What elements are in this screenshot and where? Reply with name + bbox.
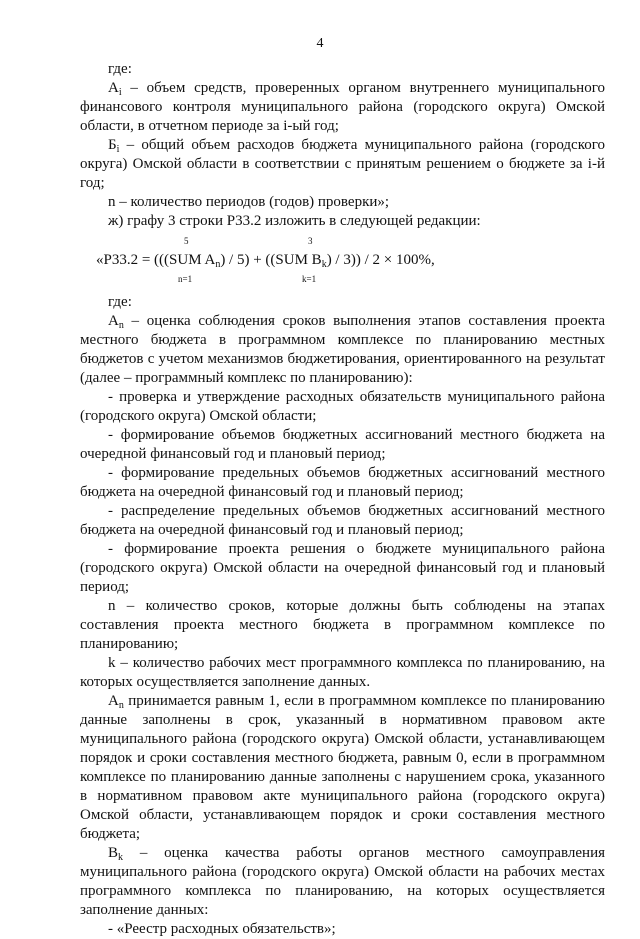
text-paragraph <box>80 388 605 426</box>
text-paragraph <box>80 79 605 136</box>
formula-subscript: n <box>215 259 221 270</box>
paragraph-text: где: <box>108 61 132 77</box>
formula-subscript: k <box>321 259 327 270</box>
sum-upper-limit: 5 <box>184 236 189 246</box>
paragraph-text: – оценка качества работы органов местного самоуправления муниципального района (городского округа) Омской области на рабочих местах программного комплекса по планированию, на которых осуществляется заполнение данных: <box>80 845 605 918</box>
variable-symbol: A <box>108 693 119 709</box>
paragraph-text: – оценка соблюдения сроков выполнения этапов составления проекта местного бюджета в программном комплексе по планированию местных бюджетов с учетом механизмов бюджетирования, ориентированного на результат (далее – программный комплекс по планированию): <box>80 313 605 386</box>
text-paragraph <box>80 920 605 939</box>
text-paragraph <box>80 293 605 312</box>
paragraph-text: n – количество периодов (годов) проверки»; <box>108 194 390 210</box>
formula-tail: ) / 3)) / 2 × 100%, <box>326 252 435 268</box>
paragraph-text: n – количество сроков, которые должны быть соблюдены на этапах составления проекта местного бюджета в программном комплексе по планированию; <box>80 598 605 652</box>
paragraph-text: принимается равным 1, если в программном комплексе по планированию данные заполнены в срок, указанный в нормативном правовом акте муниципального района (городского округа) Омской области, устанавливающем порядок и сроки составления местного бюджета, равным 0, если в программном комплексе по планированию данные заполнены с нарушением срока, указанного в нормативном правовом акте муниципального района (городского округа) Омской области, устанавливающем порядок и сроки составления местного бюджета; <box>80 693 605 842</box>
paragraph-text: - формирование предельных объемов бюджетных ассигнований местного бюджета на очередной финансовый год и плановый период; <box>80 465 605 500</box>
variable-subscript: n <box>118 700 124 711</box>
text-paragraph <box>80 212 605 231</box>
text-paragraph <box>80 193 605 212</box>
paragraph-text: – объем средств, проверенных органом внутреннего муниципального финансового контроля муниципального района (городского округа) Омской области, в отчетном периоде за i-ый год; <box>80 80 605 134</box>
paragraph-text: - распределение предельных объемов бюджетных ассигнований местного бюджета на очередной финансовый год и плановый период; <box>80 503 605 538</box>
formula-middle: ) / 5) + ((SUM B <box>220 252 322 268</box>
formula-lead: «Р33.2 = (((SUM A <box>96 252 216 268</box>
text-paragraph <box>80 502 605 540</box>
paragraph-text: – общий объем расходов бюджета муниципального района (городского округа) Омской области в соответствии с принятым решением о бюджете за i-й год; <box>80 137 605 191</box>
paragraph-text: - формирование проекта решения о бюджете муниципального района (городского округа) Омской области на очередной финансовый год и плановый период; <box>80 541 605 595</box>
formula-expression <box>96 251 435 270</box>
paragraph-text: k – количество рабочих мест программного комплекса по планированию, на которых осуществляется заполнение данных. <box>80 655 605 690</box>
explanations-block <box>80 293 605 939</box>
text-paragraph <box>80 597 605 654</box>
variable-subscript: i <box>118 87 122 98</box>
text-paragraph <box>80 692 605 844</box>
text-paragraph <box>80 60 605 79</box>
variable-subscript: n <box>118 320 124 331</box>
paragraph-text: где: <box>108 294 132 310</box>
paragraph-text: - проверка и утверждение расходных обязательств муниципального района (городского округа) Омской области; <box>80 389 605 424</box>
variable-subscript: i <box>116 144 120 155</box>
variable-symbol: A <box>108 313 119 329</box>
text-paragraph <box>80 464 605 502</box>
text-paragraph <box>80 312 605 388</box>
paragraph-text: ж) графу 3 строки Р33.2 изложить в следующей редакции: <box>108 213 481 229</box>
text-paragraph <box>80 136 605 193</box>
text-paragraph <box>80 540 605 597</box>
variable-subscript: k <box>118 852 124 863</box>
text-paragraph <box>80 654 605 692</box>
variable-symbol: Б <box>108 137 117 153</box>
paragraph-text: - «Реестр расходных обязательств»; <box>108 921 336 937</box>
sum-lower-limit: k=1 <box>302 274 317 284</box>
sum-lower-limit: n=1 <box>178 274 193 284</box>
document-body <box>80 60 605 939</box>
paragraph-text: - формирование объемов бюджетных ассигнований местного бюджета на очередной финансовый год и плановый период; <box>80 427 605 462</box>
sum-upper-limit: 3 <box>308 236 313 246</box>
definitions-block <box>80 60 605 231</box>
text-paragraph <box>80 426 605 464</box>
formula-block <box>80 235 605 285</box>
text-paragraph <box>80 844 605 920</box>
variable-symbol: A <box>108 80 119 96</box>
page-number: 4 <box>316 36 324 51</box>
variable-symbol: B <box>108 845 119 861</box>
